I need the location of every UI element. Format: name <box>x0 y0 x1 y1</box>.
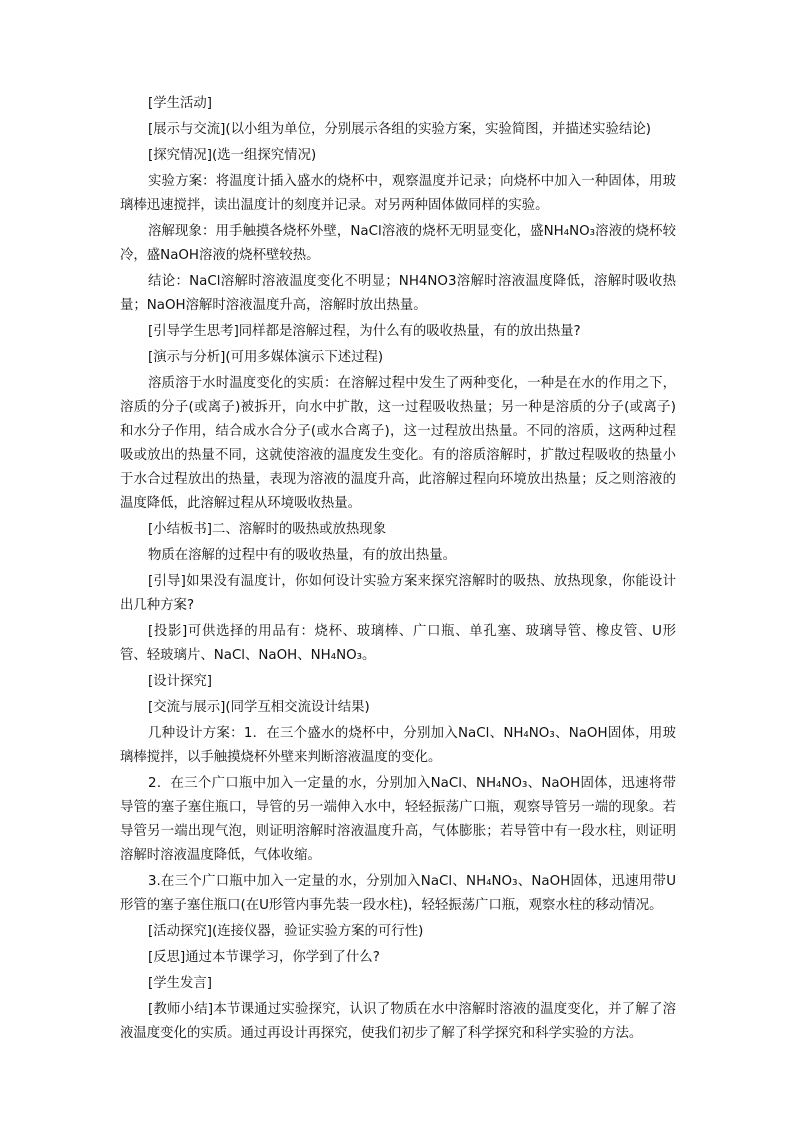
section-summary-board: [小结板书]二、溶解时的吸热或放热现象 <box>148 522 387 537</box>
section-inquiry-status: [探究情况](选一组探究情况) <box>148 148 317 163</box>
section-student-activity: [学生活动] <box>148 96 213 111</box>
section-guide-thinking: [引导学生思考]同样都是溶解过程，为什么有的吸收热量，有的放出热量? <box>148 324 581 339</box>
section-projection: [投影]可供选择的用品有：烧杯、玻璃棒、广口瓶、单孔塞、玻璃导管、橡皮管、U形管、轻玻璃片、NaCl、NaOH、NH₄NO₃。 <box>120 624 676 663</box>
paragraph-summary-statement: 物质在溶解的过程中有的吸收热量，有的放出热量。 <box>148 548 456 563</box>
paragraph-design-plan-2: 2．在三个广口瓶中加入一定量的水，分别加入NaCl、NH₄NO₃、NaOH固体，迅速将带导管的塞子塞住瓶口，导管的另一端伸入水中，轻轻振荡广口瓶，观察导管另一端的现象。若导管另一端出现气泡，则证明溶解时溶液温度升高，气体膨胀；若导管中有一段水柱，则证明溶解时溶液温度降低，气体收缩。 <box>120 776 676 863</box>
section-demo-analysis: [演示与分析](可用多媒体演示下述过程) <box>148 350 384 365</box>
section-guide: [引导]如果没有温度计，你如何设计实验方案来探究溶解时的吸热、放热现象，你能设计出几种方案? <box>120 574 676 613</box>
document-page <box>120 92 676 1048</box>
paragraph-design-plan-3: 3.在三个广口瓶中加入一定量的水，分别加入NaCl、NH₄NO₃、NaOH固体，迅速用带U形管的塞子塞住瓶口(在U形管内事先装一段水柱)，轻轻振荡广口瓶，观察水柱的移动情况。 <box>120 874 676 913</box>
section-design-inquiry: [设计探究] <box>148 674 213 689</box>
paragraph-experiment-plan: 实验方案：将温度计插入盛水的烧杯中，观察温度并记录；向烧杯中加入一种固体，用玻璃棒迅速搅拌，读出温度计的刻度并记录。对另两种固体做同样的实验。 <box>120 174 676 213</box>
paragraph-dissolution-phenomenon: 溶解现象：用手触摸各烧杯外壁，NaCl溶液的烧杯无明显变化，盛NH₄NO₃溶液的烧杯较冷，盛NaOH溶液的烧杯壁较热。 <box>120 224 676 263</box>
section-teacher-summary: [教师小结]本节课通过实验探究，认识了物质在水中溶解时溶液的温度变化，并了解了溶液温度变化的实质。通过再设计再探究，使我们初步了解了科学探究和科学实验的方法。 <box>120 1002 676 1041</box>
paragraph-design-plan-1: 几种设计方案：1．在三个盛水的烧杯中，分别加入NaCl、NH₄NO₃、NaOH固体，用玻璃棒搅拌，以手触摸烧杯外壁来判断溶液温度的变化。 <box>120 726 676 765</box>
section-display-exchange: [展示与交流](以小组为单位，分别展示各组的实验方案，实验简图，并描述实验结论) <box>148 122 651 137</box>
section-activity-inquiry: [活动探究](连接仪器，验证实验方案的可行性) <box>148 924 424 939</box>
paragraph-conclusion: 结论：NaCl溶解时溶液温度变化不明显；NH4NO3溶解时溶液温度降低，溶解时吸收热量；NaOH溶解时溶液温度升高，溶解时放出热量。 <box>120 274 676 313</box>
section-exchange-display: [交流与展示](同学互相交流设计结果) <box>148 700 370 715</box>
section-student-speech: [学生发言] <box>148 976 213 991</box>
section-reflection: [反思]通过本节课学习，你学到了什么? <box>148 950 380 965</box>
paragraph-essence-explanation: 溶质溶于水时温度变化的实质：在溶解过程中发生了两种变化，一种是在水的作用之下，溶质的分子(或离子)被拆开，向水中扩散，这一过程吸收热量；另一种是溶质的分子(或离子)和水分子作用，结合成水合分子(或水合离子)，这一过程放出热量。不同的溶质，这两种过程吸或放出的热量不同，这就使溶液的温度发生变化。有的溶质溶解时，扩散过程吸收的热量小于水合过程放出的热量，表现为溶液的温度升高，此溶解过程向环境放出热量；反之则溶液的温度降低，此溶解过程从环境吸收热量。 <box>120 376 676 511</box>
